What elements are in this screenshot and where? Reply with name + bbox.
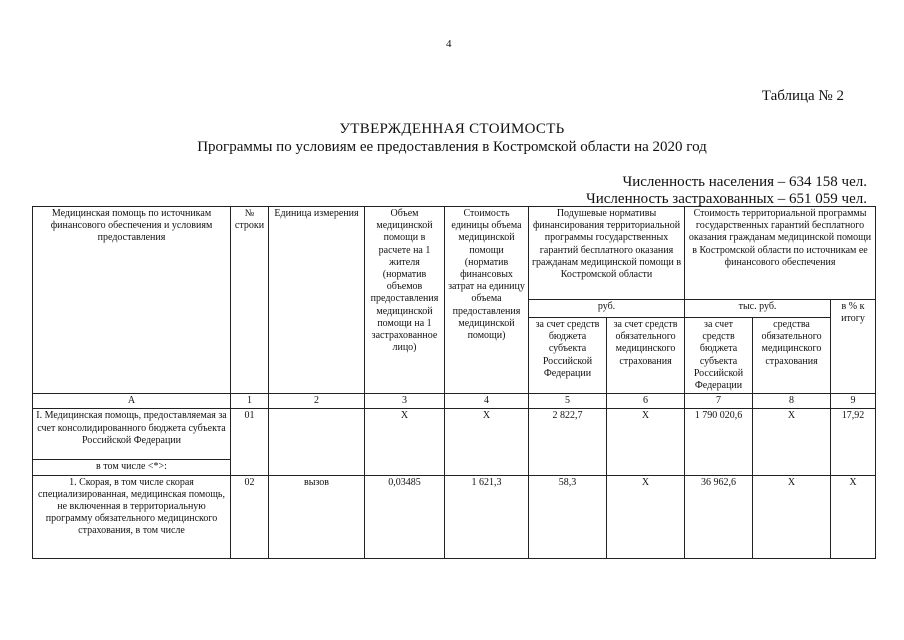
row-cost-oms: Х	[753, 409, 831, 475]
header-pct-total: в % к итогу	[831, 300, 876, 394]
header-col-a: Медицинская помощь по источникам финансового обеспечения и условиям предоставления	[33, 207, 231, 394]
row-per-capita-budget: 2 822,7	[529, 409, 607, 475]
header-col-8: средства обязательного медицинского страхования	[753, 318, 831, 394]
insured-count: Численность застрахованных – 651 059 чел.	[586, 191, 867, 207]
row-unit-cost: Х	[445, 409, 529, 475]
index-cell: 2	[269, 394, 365, 409]
index-cell: 7	[685, 394, 753, 409]
row-per-capita-oms: Х	[607, 475, 685, 558]
document-title: УТВЕРЖДЕННАЯ СТОИМОСТЬ	[339, 121, 565, 137]
row-pct: Х	[831, 475, 876, 558]
table-label: Таблица № 2	[761, 88, 844, 104]
header-per-capita-group: Подушевые нормативы финансирования территориальной программы государственных гарантий бесплатного оказания гражданам медицинской помощи в Костромской области	[529, 207, 685, 300]
cost-table	[32, 206, 876, 559]
row-name: 1. Скорая, в том числе скорая специализированная, медицинская помощь, не включенная в территориальную программу обязательного медицинского страхования, в том числе	[33, 475, 231, 558]
row-cost-oms: Х	[753, 475, 831, 558]
header-col-5: за счет средств бюджета субъекта Российской Федерации	[529, 318, 607, 394]
header-unit-thousand-rub: тыс. руб.	[685, 300, 831, 318]
row-volume: Х	[365, 409, 445, 475]
row-cost-budget: 1 790 020,6	[685, 409, 753, 475]
row-line-number: 01	[231, 409, 269, 475]
index-cell: 4	[445, 394, 529, 409]
header-col-4: Стоимость единицы объема медицинской помощи (норматив финансовых затрат на единицу объема предоставления медицинской помощи)	[445, 207, 529, 394]
row-line-number: 02	[231, 475, 269, 558]
row-name: I. Медицинская помощь, предоставляемая за счет консолидированного бюджета субъекта Российской Федерации	[33, 409, 231, 460]
index-cell: 6	[607, 394, 685, 409]
header-unit-rub: руб.	[529, 300, 685, 318]
table-row	[33, 475, 876, 558]
row-unit: вызов	[269, 475, 365, 558]
row-unit	[269, 409, 365, 475]
row-per-capita-budget: 58,3	[529, 475, 607, 558]
header-col-1: № строки	[231, 207, 269, 394]
header-col-2: Единица измерения	[269, 207, 365, 394]
page-number: 4	[446, 38, 452, 50]
row-note: в том числе <*>:	[33, 460, 231, 475]
column-index-row	[33, 394, 876, 409]
header-cost-group: Стоимость территориальной программы государственных гарантий бесплатного оказания гражданам медицинской помощи в Костромской области по источникам ее финансового обеспечения	[685, 207, 876, 300]
population-count: Численность населения – 634 158 чел.	[622, 174, 867, 190]
index-cell: 5	[529, 394, 607, 409]
index-cell: 9	[831, 394, 876, 409]
index-cell: 8	[753, 394, 831, 409]
header-col-6: за счет средств обязательного медицинского страхования	[607, 318, 685, 394]
header-col-3: Объем медицинской помощи в расчете на 1 жителя (норматив объемов предоставления медицинской помощи на 1 застрахованное лицо)	[365, 207, 445, 394]
header-col-7: за счет средств бюджета субъекта Российской Федерации	[685, 318, 753, 394]
row-pct: 17,92	[831, 409, 876, 475]
header-row	[33, 207, 876, 300]
row-volume: 0,03485	[365, 475, 445, 558]
row-unit-cost: 1 621,3	[445, 475, 529, 558]
index-cell: 1	[231, 394, 269, 409]
document-subtitle: Программы по условиям ее предоставления в Костромской области на 2020 год	[197, 139, 707, 155]
row-per-capita-oms: Х	[607, 409, 685, 475]
index-cell: 3	[365, 394, 445, 409]
index-cell: А	[33, 394, 231, 409]
table-row	[33, 409, 876, 460]
row-cost-budget: 36 962,6	[685, 475, 753, 558]
